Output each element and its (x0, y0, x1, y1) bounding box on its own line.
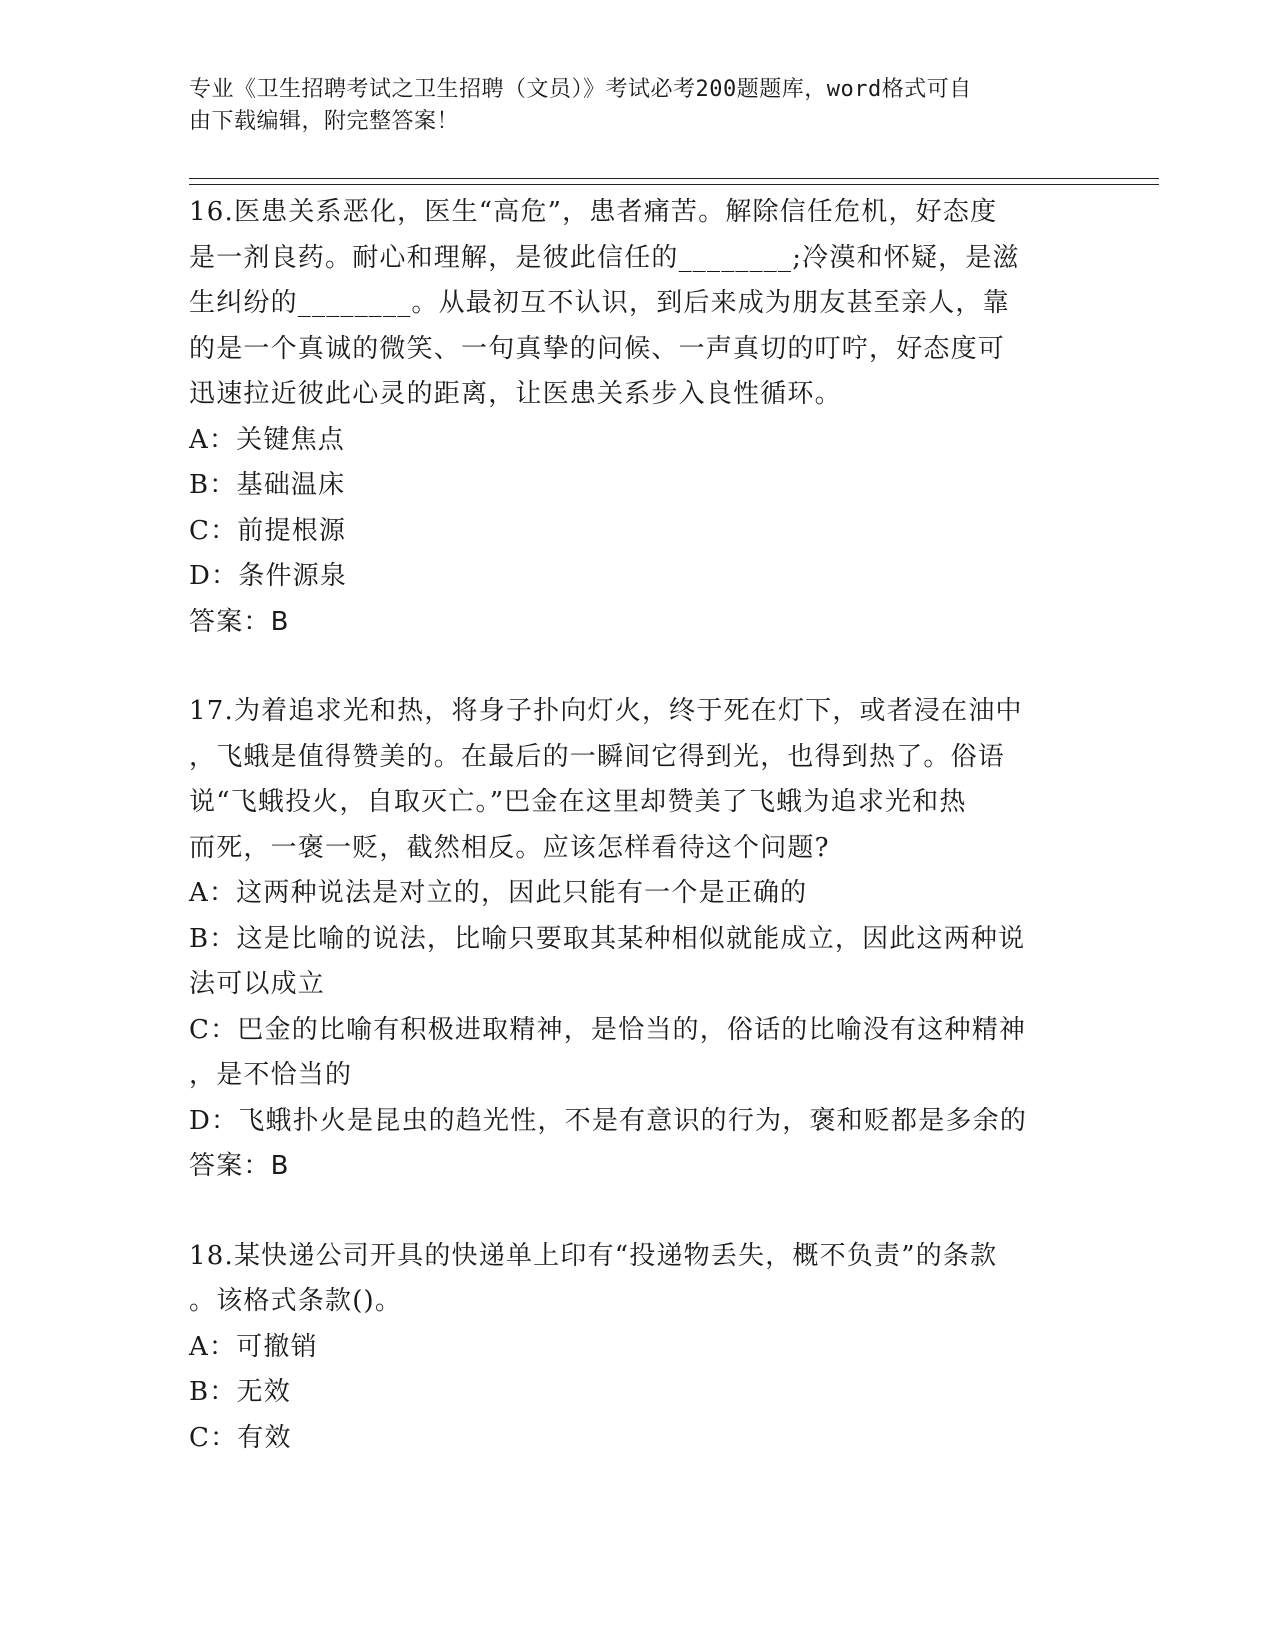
header-line-1: 专业《卫生招聘考试之卫生招聘（文员）》考试必考200题题库，word格式可自 (189, 77, 972, 102)
option-line: A：可撤销 (189, 1331, 318, 1362)
option-line: B：无效 (189, 1377, 291, 1407)
option-line: D：飞蛾扑火是昆虫的趋光性，不是有意识的行为，褒和贬都是多余的 (189, 1105, 1028, 1136)
question-spacer (189, 1190, 1089, 1234)
option-line: C：有效 (189, 1422, 292, 1453)
question-stem-line: 。该格式条款()。 (189, 1286, 403, 1316)
option-line: C：巴金的比喻有积极进取精神，是恰当的，俗话的比喻没有这种精神 (189, 1014, 1027, 1045)
option-line: 法可以成立 (189, 969, 326, 999)
question-stem-line: 是一剂良药。耐心和理解，是彼此信任的________;冷漠和怀疑，是滋 (189, 242, 1020, 273)
document-header (189, 74, 1069, 138)
option-line: A：关键焦点 (189, 424, 345, 455)
option-line: A：这两种说法是对立的，因此只能有一个是正确的 (189, 878, 808, 908)
question-stem-line: ，飞蛾是值得赞美的。在最后的一瞬间它得到光，也得到热了。俗语 (189, 741, 1006, 772)
question-18 (189, 1234, 1089, 1462)
header-divider-bottom (189, 184, 1159, 185)
option-line: D：条件源泉 (189, 561, 348, 591)
question-stem-line: 的是一个真诚的微笑、一句真挚的问候、一声真切的叮咛，好态度可 (189, 333, 1006, 364)
question-stem-line: 16.医患关系恶化，医生“高危”，患者痛苦。解除信任危机，好态度 (189, 197, 998, 227)
question-list (189, 190, 1089, 1461)
question-stem-line: 而死，一褒一贬，截然相反。应该怎样看待这个问题? (189, 832, 830, 863)
option-line: B：这是比喻的说法，比喻只要取其某种相似就能成立，因此这两种说 (189, 923, 1026, 954)
question-16 (189, 190, 1089, 645)
answer-line: 答案：B (189, 606, 290, 637)
option-line: B：基础温床 (189, 470, 346, 500)
option-line: ，是不恰当的 (189, 1060, 353, 1090)
question-stem-line: 生纠纷的________。从最初互不认识，到后来成为朋友甚至亲人，靠 (189, 288, 1010, 318)
question-stem-line: 说“飞蛾投火，自取灭亡。”巴金在这里却赞美了飞蛾为追求光和热 (189, 787, 967, 817)
answer-line: 答案：B (189, 1151, 290, 1181)
question-17 (189, 689, 1089, 1190)
header-line-2: 由下载编辑，附完整答案！ (189, 109, 460, 134)
question-stem-line: 17.为着追求光和热，将身子扑向灯火，终于死在灯下，或者浸在油中 (189, 696, 1023, 726)
question-stem-line: 迅速拉近彼此心灵的距离，让医患关系步入良性循环。 (189, 379, 842, 409)
question-spacer (189, 645, 1089, 689)
option-line: C：前提根源 (189, 515, 347, 546)
question-stem-line: 18.某快递公司开具的快递单上印有“投递物丢失，概不负责”的条款 (189, 1240, 998, 1271)
header-divider-top (189, 178, 1159, 179)
